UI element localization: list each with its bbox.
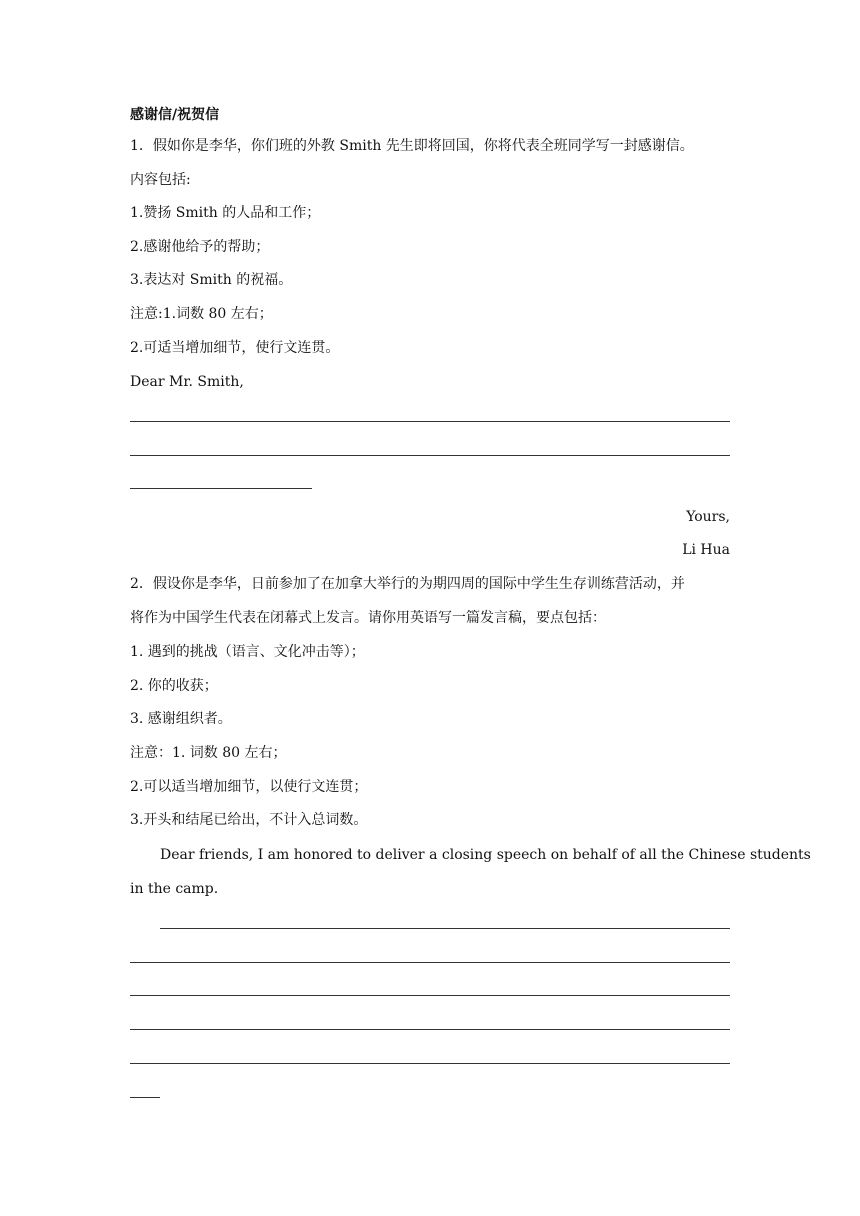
q2-prompt-line-2: 将作为中国学生代表在闭幕式上发言。请你用英语写一篇发言稿，要点包括：	[130, 610, 606, 626]
q1-signature: Li Hua	[682, 542, 730, 558]
answer-line	[130, 421, 730, 422]
q2-opening-line-1: Dear friends, I am honored to deliver a closing speech on behalf of all the Chinese students	[160, 847, 811, 863]
answer-line	[160, 928, 730, 929]
answer-line	[130, 962, 730, 963]
q2-point-3: 3. 感谢组织者。	[130, 711, 232, 727]
q2-point-1: 1. 遇到的挑战（语言、文化冲击等）；	[130, 644, 365, 660]
q1-point-1: 1.赞扬 Smith 的人品和工作；	[130, 205, 321, 221]
q2-prompt-line-1: 2．假设你是李华，日前参加了在加拿大举行的为期四周的国际中学生生存训练营活动，并	[130, 576, 685, 592]
q1-content-label: 内容包括:	[130, 172, 191, 188]
q1-prompt: 1．假如你是李华，你们班的外教 Smith 先生即将回国，你将代表全班同学写一封感谢信。	[130, 138, 694, 154]
q1-note-2: 2.可适当增加细节，使行文连贯。	[130, 340, 340, 356]
q1-salutation: Dear Mr. Smith,	[130, 374, 244, 390]
q2-opening-line-2: in the camp.	[130, 881, 219, 897]
q2-note-1: 注意：1. 词数 80 左右；	[130, 745, 287, 761]
answer-line	[130, 1063, 730, 1064]
answer-line	[130, 1097, 160, 1098]
q1-point-2: 2.感谢他给予的帮助；	[130, 239, 270, 255]
q1-closing: Yours,	[686, 509, 730, 525]
section-title: 感谢信/祝贺信	[130, 107, 220, 123]
answer-line	[130, 488, 312, 489]
answer-line	[130, 1029, 730, 1030]
answer-line	[130, 455, 730, 456]
q1-note-1: 注意:1.词数 80 左右；	[130, 306, 273, 322]
q1-point-3: 3.表达对 Smith 的祝福。	[130, 272, 293, 288]
q2-point-2: 2. 你的收获；	[130, 678, 218, 694]
q2-note-3: 3.开头和结尾已给出，不计入总词数。	[130, 812, 368, 828]
answer-line	[130, 995, 730, 996]
q2-note-2: 2.可以适当增加细节，以使行文连贯；	[130, 779, 368, 795]
